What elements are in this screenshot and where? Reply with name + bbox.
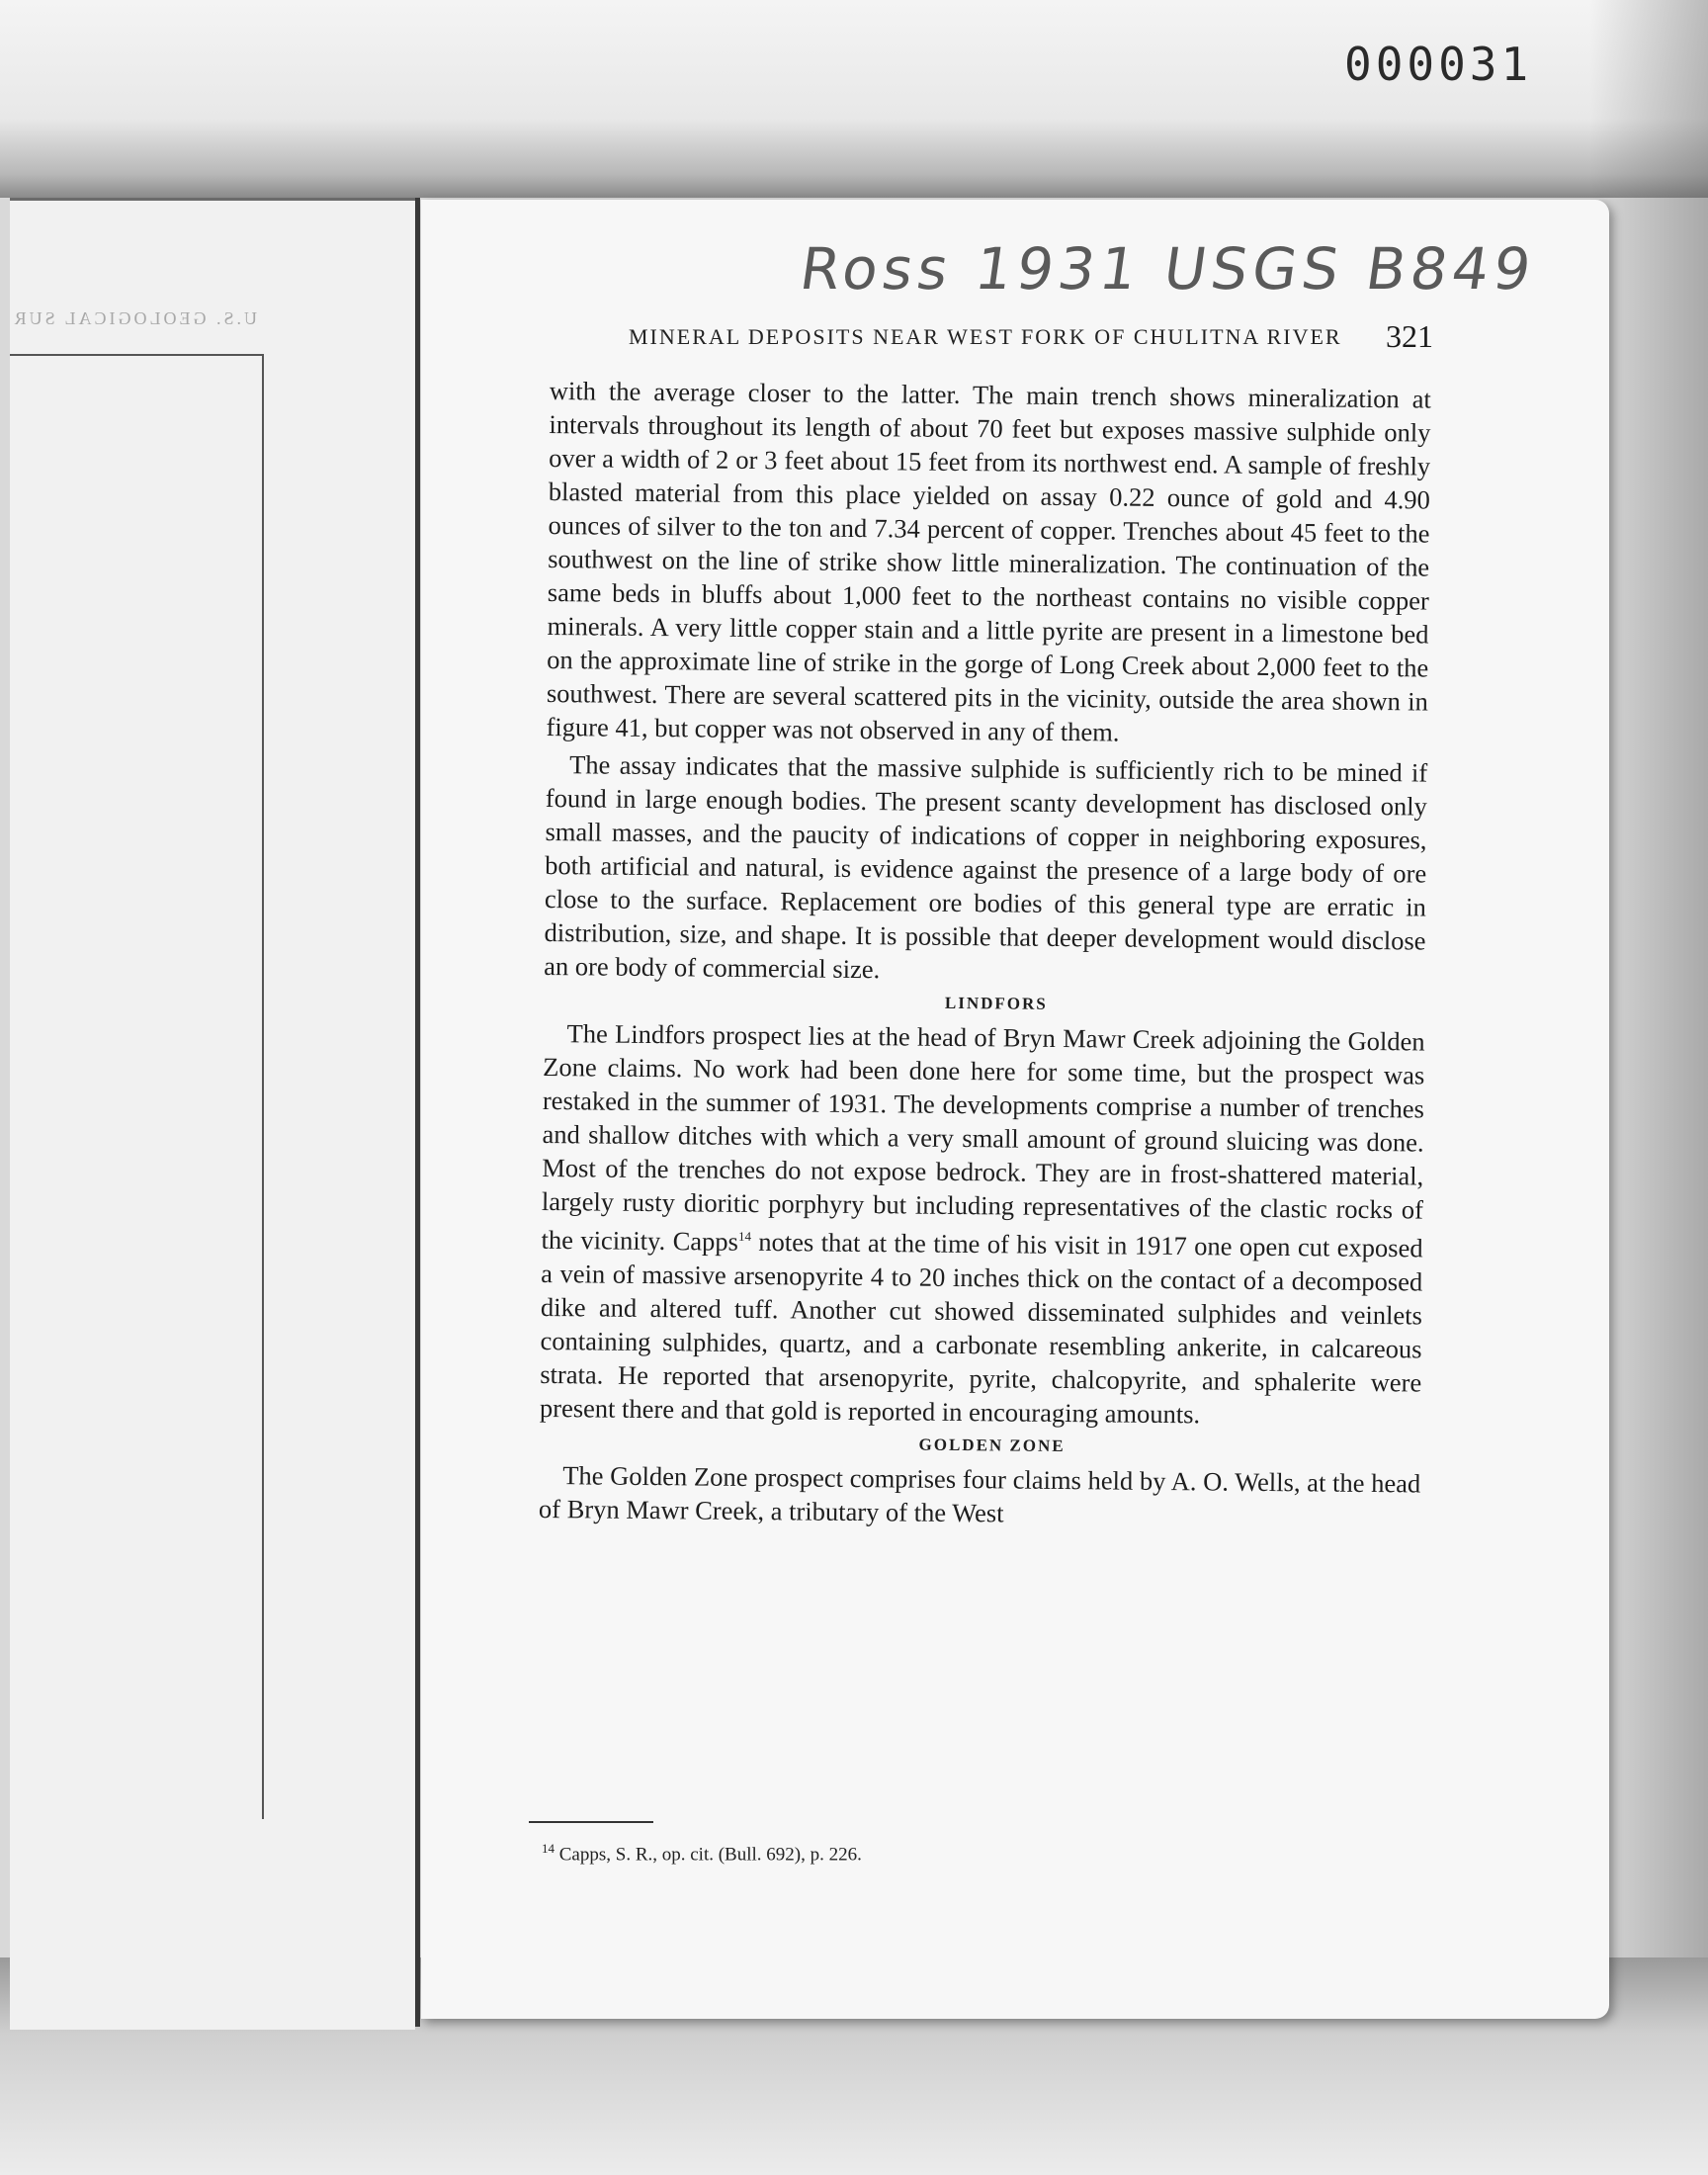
body-text (539, 374, 1431, 1533)
left-page-mirrored-header: U.S. GEOLOGICAL SUR (11, 308, 257, 328)
footnote-reference: 14 (737, 1228, 752, 1244)
footnote-rule (529, 1821, 653, 1823)
handwritten-note: Ross 1931 USGS B849 (796, 235, 1540, 303)
paragraph-1: with the average closer to the latter. The main trench shows mineralization at intervals throughout its length of about 70 feet but exposes massive sulphide only over a width of 2 or 3 feet about 15 feet from its northwest end. A sample of freshly blasted material from this place yielded on assay 0.22 ounce of gold and 4.90 ounces of silver to the ton and 7.34 percent of copper. Trenches about 45 feet to the southwest on the line of strike show little mineralization. The continuation of the same beds in bluffs about 1,000 feet to the northeast contains no visible copper minerals. A very little copper stain and a little pyrite are present in a limestone bed on the approximate line of strike in the gorge of Long Creek about 2,000 feet to the southwest. There are several scattered pits in the vicinity, outside the area shown in figure 41, but copper was not observed in any of them. (546, 375, 1431, 747)
book-spine (415, 198, 420, 2027)
document-number: 000031 (1344, 38, 1533, 91)
scan-top-shadow (0, 0, 1708, 198)
paragraph-3-part-a: The Lindfors prospect lies at the head of Bryn Mawr Creek adjoining the Golden Zone claims. No work had been done here for some time, but the prospect was restaked in the summer of 1931. The developments comprise a number of trenches and shallow ditches with which a very small amount of ground sluicing was done. Most of the trenches do not expose bedrock. They are in frost-shattered material, largely rusty dioritic porphyry but including representatives of the clastic rocks of the vicinity. Capps (541, 1018, 1425, 1257)
running-head-title: MINERAL DEPOSITS NEAR WEST FORK OF CHULITNA RIVER (629, 324, 1342, 349)
page-number: 321 (1386, 318, 1433, 354)
footnote-marker: 14 (542, 1841, 555, 1856)
paragraph-3 (540, 1016, 1425, 1433)
left-page-frame (10, 354, 264, 1819)
running-head (554, 318, 1433, 368)
section-heading-golden-zone: GOLDEN ZONE (918, 1435, 1066, 1455)
footnote-text: Capps, S. R., op. cit. (Bull. 692), p. 226. (555, 1844, 862, 1866)
footnote (542, 1841, 862, 1866)
section-heading-lindfors: LINDFORS (944, 993, 1048, 1013)
paragraph-4: The Golden Zone prospect comprises four claims held by A. O. Wells, at the head of Bryn Mawr Creek, a tributary of the West (538, 1460, 1421, 1528)
paragraph-3-part-b: notes that at the time of his visit in 1917 one open cut exposed a vein of massive arsenopyrite 4 to 20 inches thick on the contact of a decomposed dike and altered tuff. Another cut showed disseminated sulphides and veinlets containing sulphides, quartz, and a carbonate resembling ankerite, in calcareous strata. He reported that arsenopyrite, pyrite, chalcopyrite, and sphalerite were present there and that gold is reported in encouraging amounts. (539, 1226, 1423, 1430)
paragraph-2: The assay indicates that the massive sulphide is sufficiently rich to be mined if found in large enough bodies. The present scanty development has disclosed only small masses, and the paucity of indications of copper in neighboring exposures, both artificial and natural, is evidence against the presence of a large body of ore close to the surface. Replacement ore bodies of this general type are erratic in distribution, size, and shape. It is possible that deeper development would disclose an ore body of commercial size. (544, 749, 1428, 985)
